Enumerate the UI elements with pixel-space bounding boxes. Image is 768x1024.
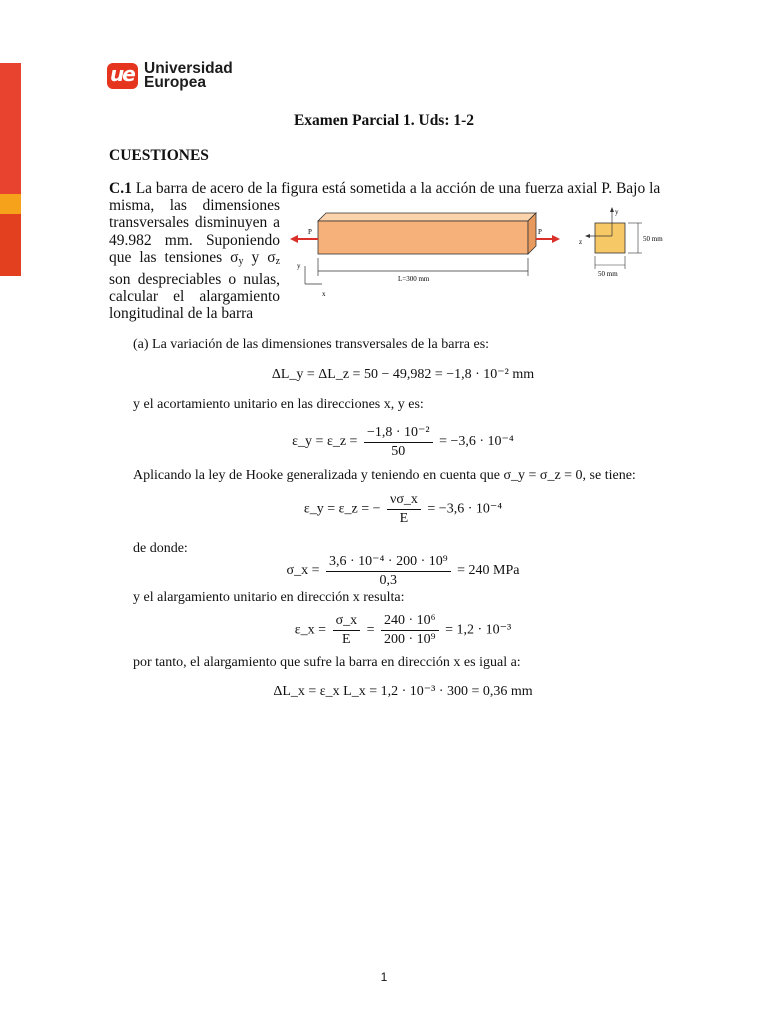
exam-title: Examen Parcial 1. Uds: 1-2 [293,112,475,129]
equation-6: ΔL_x = ε_x L_x = 1,2 · 10⁻³ · 300 = 0,36 mm [273,684,533,699]
equation-5: ε_x = $\frac{\sigma\_x}{E}$ = $\frac{\text{240 · 10⁶}}{\text{200 · 10⁹}}$ = 1,2 · 10⁻³ [294,613,512,647]
equation-1: ΔL_y = ΔL_z = 50 − 49,982 = −1,8 · 10⁻² mm [271,367,535,382]
section-arrow-z-icon [585,234,590,238]
solution-intro: (a) La variación de las dimensiones transversales de la barra es: [133,337,490,352]
question-line: misma, las dimensiones [109,197,280,214]
section-height-label: 50 mm [643,235,663,243]
brand-stripe-orange [0,194,21,214]
section-axis-y-label: y [615,208,619,216]
force-label-right: P [538,228,542,236]
section-heading: CUESTIONES [109,147,209,164]
solution-text-4: de donde: [133,541,188,556]
arrowhead-left-icon [290,235,298,243]
axis-x-label: x [322,290,326,298]
question-first-text: La barra de acero de la figura está sometida a la acción de una fuerza axial P. Bajo la [135,180,661,197]
question-body [109,197,280,323]
question-number: C.1 [109,180,132,197]
arrowhead-right-icon [552,235,560,243]
logo-wordmark [144,62,233,90]
question-line: transversales disminuyen a [109,214,280,232]
ue-logo-icon: ue [107,63,138,89]
question-line: calcular el alargamiento [109,288,280,306]
solution-text-2: y el acortamiento unitario en las direcciones x, y es: [133,397,424,412]
question-line: 49.982 mm. Suponiendo [109,231,280,249]
axis-y-label: y [297,262,301,270]
university-logo [107,62,233,90]
cross-section [595,223,625,253]
equation-3: ε_y = ε_z = − $\frac{\nu\sigma\_x}{E}$ = −3,6 · 10⁻⁴ [303,492,503,526]
bar-figure [288,196,708,306]
solution-text-5: y el alargamiento unitario en dirección x resulta: [133,590,405,605]
solution-text-6: por tanto, el alargamiento que sufre la barra en dirección x es igual a: [133,655,521,670]
bar-front-face [318,221,528,254]
question-line: son despreciables o nulas, [109,270,280,288]
equation-2: ε_y = ε_z = $\frac{\text{−1,8 · 10⁻²}}{50}$ = −3,6 · 10⁻⁴ [292,425,514,459]
page-number: 1 [380,970,388,984]
brand-stripe-darkred [0,214,21,276]
section-arrow-y-icon [610,207,614,212]
logo-line2: Europea [144,74,207,91]
question-line-sigma: que las tensiones $\sigma_y$ y $\sigma_z$ [109,249,281,268]
question-line: longitudinal de la barra [109,305,254,323]
solution-text-3: Aplicando la ley de Hooke generalizada y teniendo en cuenta que σ_y = σ_z = 0, se tiene: [133,468,636,483]
equation-4: σ_x = $\frac{\text{3,6 · 10⁻⁴ · 200 · 10⁹}}{0,3}$ = 240 MPa [286,554,520,588]
section-width-label: 50 mm [598,270,618,278]
logo-line1: Universidad [144,60,233,77]
bar-top-face [318,213,536,221]
section-axis-z-label: z [579,238,583,246]
length-label: L=300 mm [398,275,430,283]
force-label-left: P [308,228,312,236]
